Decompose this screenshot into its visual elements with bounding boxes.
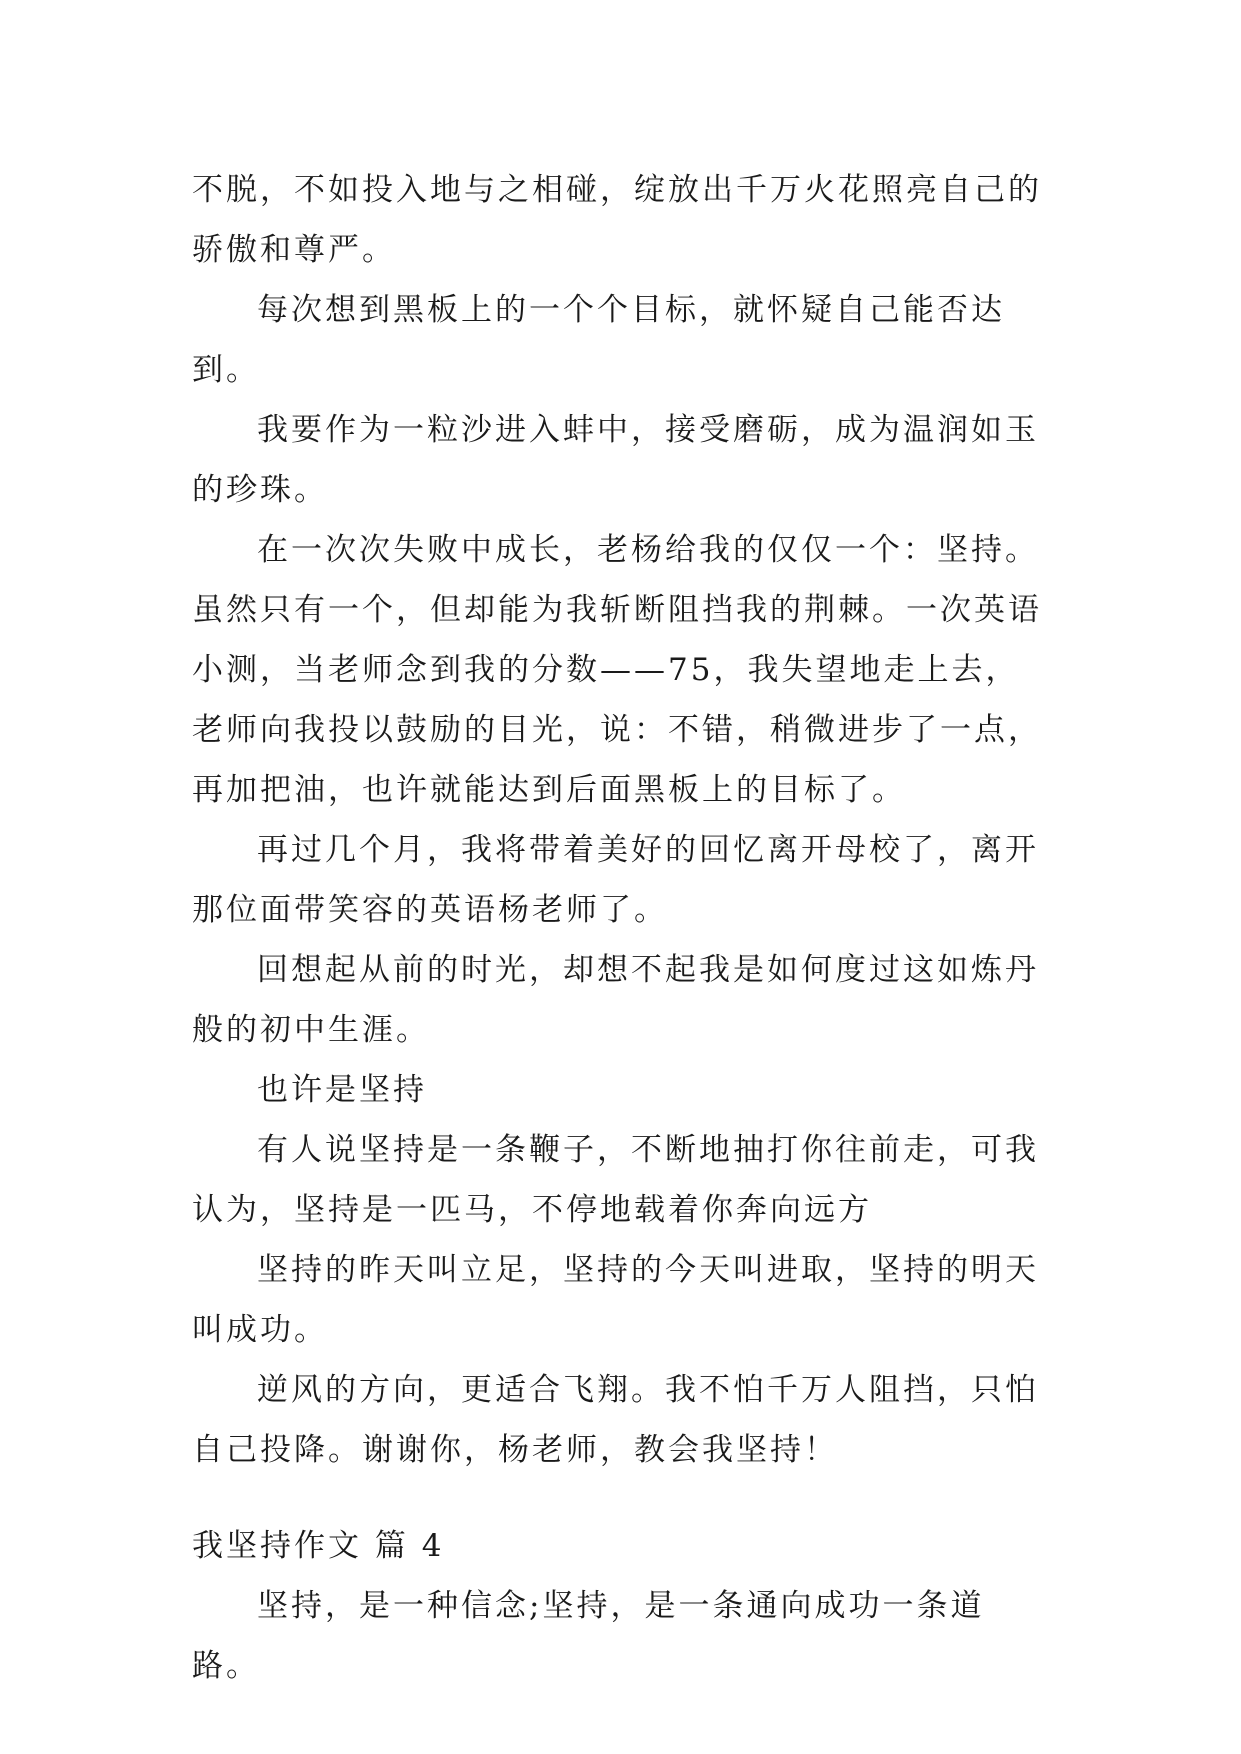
paragraph: 我要作为一粒沙进入蚌中，接受磨砺，成为温润如玉的珍珠。 <box>192 412 1039 508</box>
paragraph: 坚持的昨天叫立足，坚持的今天叫进取，坚持的明天叫成功。 <box>192 1252 1039 1348</box>
paragraph: 逆风的方向，更适合飞翔。我不怕千万人阻挡，只怕自己投降。谢谢你，杨老师，教会我坚持！ <box>192 1372 1039 1468</box>
paragraph: 在一次次失败中成长，老杨给我的仅仅一个：坚持。虽然只有一个，但却能为我斩断阻挡我的荆棘。一次英语小测，当老师念到我的分数——75，我失望地走上去，老师向我投以鼓励的目光，说：不错，稍微进步了一点，再加把油，也许就能达到后面黑板上的目标了。 <box>192 532 1042 808</box>
paragraph: 每次想到黑板上的一个个目标，就怀疑自己能否达到。 <box>192 292 1005 388</box>
section-title: 我坚持作文 篇 4 <box>192 1528 445 1564</box>
paragraph: 也许是坚持 <box>257 1072 427 1108</box>
paragraph: 坚持，是一种信念;坚持，是一条通向成功一条道路。 <box>192 1588 985 1684</box>
paragraph: 有人说坚持是一条鞭子，不断地抽打你往前走，可我认为，坚持是一匹马，不停地载着你奔向远方 <box>192 1132 1039 1228</box>
paragraph: 再过几个月，我将带着美好的回忆离开母校了，离开那位面带笑容的英语杨老师了。 <box>192 832 1039 928</box>
document-body <box>192 160 1052 1696</box>
paragraph: 不脱，不如投入地与之相碰，绽放出千万火花照亮自己的骄傲和尊严。 <box>192 172 1042 268</box>
paragraph: 回想起从前的时光，却想不起我是如何度过这如炼丹般的初中生涯。 <box>192 952 1039 1048</box>
